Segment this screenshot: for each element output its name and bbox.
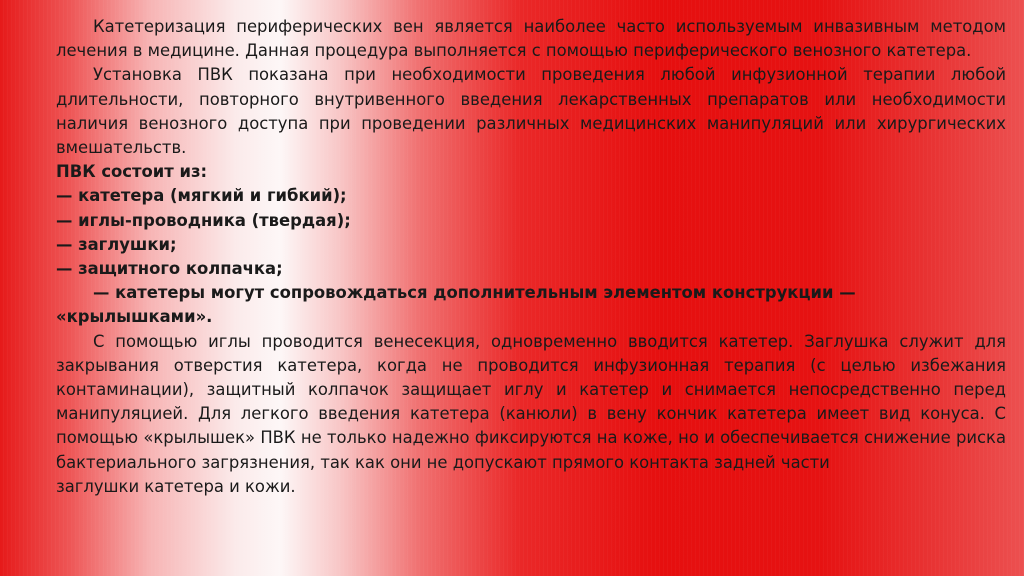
list-item-needle: — иглы-проводника (твердая);	[56, 210, 351, 230]
paragraph-description-end: заглушки катетера и кожи.	[56, 476, 296, 496]
paragraph-intro: Катетеризация периферических вен является наиболее часто используемым инвазивным методом лечения в медицине. Данная процедура выполняется с помощью периферического венозного катетера.	[56, 17, 1006, 61]
paragraph-description: С помощью иглы проводится венесекция, одновременно вводится катетер. Заглушка служит для закрывания отверстия катетера, когда не проводится инфузионная терапия (с целью избежания контаминации), защитный колпачок защищает иглу и катетер и снимается непосредственно перед манипуляцией. Для легкого введения катетера (канюли) в вену кончик катетера имеет вид конуса. С помощью «крылышек» ПВК не только надежно фиксируются на коже, но и обеспечивается снижение риска бактериального загрязнения, так как они не допускают прямого контакта задней части	[56, 331, 1006, 472]
slide-text-block	[56, 15, 1006, 499]
list-heading: ПВК состоит из:	[56, 162, 208, 182]
paragraph-indications: Установка ПВК показана при необходимости проведения любой инфузионной терапии любой длительности, повторного внутривенного введения лекарственных препаратов или необходимости наличия венозного доступа при проведении различных медицинских манипуляций или хирургических вмешательств.	[56, 65, 1006, 158]
list-item-cap: — защитного колпачка;	[56, 259, 283, 279]
list-item-plug: — заглушки;	[56, 234, 177, 254]
list-item-wings: — катетеры могут сопровождаться дополнительным элементом конструкции — «крылышками».	[56, 283, 856, 327]
list-item-catheter: — катетера (мягкий и гибкий);	[56, 186, 347, 206]
